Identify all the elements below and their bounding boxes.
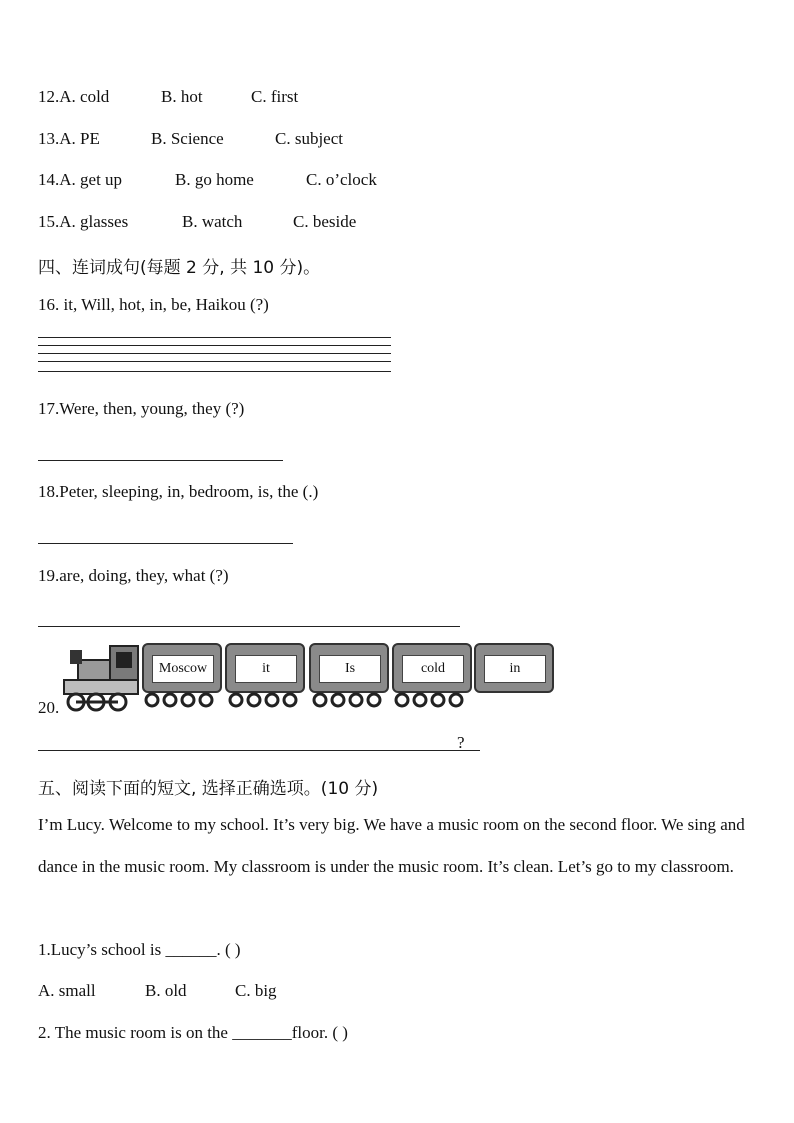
question-20-end: ? [457,733,465,752]
train-illustration [60,640,560,718]
option-a: A. cold [59,87,110,106]
train-word: it [235,655,297,683]
question-19: 19.are, doing, they, what (?) [38,566,229,585]
train-word: Is [319,655,381,683]
question-number: 13. [38,129,60,148]
answer-line[interactable] [38,371,391,372]
option-b: B. watch [182,212,243,231]
option-a: A. glasses [59,212,129,231]
question-number: 15. [38,212,60,231]
question-20-number: 20. [38,698,60,717]
answer-line[interactable] [38,353,391,354]
answer-line[interactable] [38,460,283,461]
option-a: A. small [38,981,96,1000]
answer-line[interactable] [38,750,480,751]
train-word: Moscow [152,655,214,683]
option-b: B. Science [151,129,224,148]
question-number: 12. [38,87,60,106]
question-18: 18.Peter, sleeping, in, bedroom, is, the (.) [38,482,319,501]
option-b: B. go home [175,170,254,189]
option-c: C. beside [293,212,357,231]
reading-question-1-options [38,981,277,1001]
section-4-heading: 四、连词成句(每题 2 分, 共 10 分)。 [38,258,321,278]
question-number: 14. [38,170,60,189]
option-c: C. o’clock [306,170,377,189]
option-c: C. big [235,981,277,1000]
train-car [309,643,389,693]
train-car [225,643,305,693]
locomotive-icon [60,640,142,716]
train-car [142,643,222,693]
question-15 [38,212,357,232]
question-16: 16. it, Will, hot, in, be, Haikou (?) [38,295,269,314]
section-5-heading: 五、阅读下面的短文, 选择正确选项。(10 分) [38,779,379,799]
question-13 [38,129,343,149]
question-14 [38,170,377,190]
question-17: 17.Were, then, young, they (?) [38,399,245,418]
answer-line[interactable] [38,626,460,627]
answer-line[interactable] [38,345,391,346]
option-b: B. hot [161,87,203,106]
option-c: C. first [251,87,299,106]
answer-line[interactable] [38,337,391,338]
reading-question-2: 2. The music room is on the _______floor. ( ) [38,1023,348,1042]
train-car [392,643,472,693]
reading-question-1: 1.Lucy’s school is ______. ( ) [38,940,241,959]
option-c: C. subject [275,129,343,148]
option-b: B. old [145,981,187,1000]
answer-line[interactable] [38,361,391,362]
option-a: A. PE [59,129,100,148]
train-word: cold [402,655,464,683]
train-wheels-icon [140,692,640,714]
train-word: in [484,655,546,683]
reading-passage: I’m Lucy. Welcome to my school. It’s very big. We have a music room on the second floor. We sing and dance in the music room. My classroom is under the music room. It’s clean. Let’s go to my classroom. [38,815,745,876]
train-car [474,643,554,693]
option-a: A. get up [59,170,123,189]
question-12 [38,87,299,107]
answer-line[interactable] [38,543,293,544]
